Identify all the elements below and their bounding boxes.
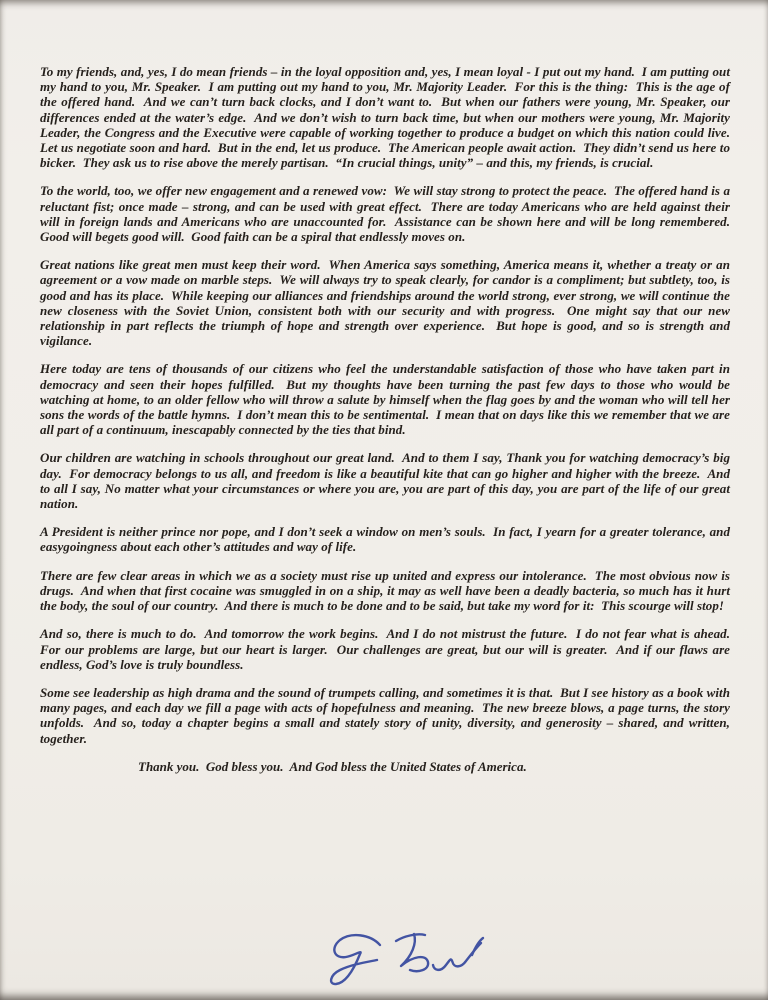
speech-paragraph: Great nations like great men must keep their word. When America says something, America means it, whether a treaty or an agreement or a vow made on marble steps. We will always try to speak clearly, for candor is a compliment; but subtlety, too, is good and has its place. While keeping our alliances and friendships around the world strong, ever strong, we will continue the new closeness with the Soviet Union, consistent both with our security and with progress. One might say that our new relationship in part reflects the triumph of hope and strength over experience. But hope is good, and so is strength and vigilance.: [40, 257, 734, 349]
speech-paragraph: Some see leadership as high drama and the sound of trumpets calling, and sometimes it is that. But I see history as a book with many pages, and each day we fill a page with acts of hopefulness and meaning. The new breeze blows, a page turns, the story unfolds. And so, today a chapter begins a small and stately story of unity, diversity, and generosity – shared, and written, together.: [40, 684, 734, 746]
speech-paragraph: Our children are watching in schools throughout our great land. And to them I say, Thank you for watching democracy’s big day. For democracy belongs to us all, and freedom is like a beautiful kite that can go higher and higher with the breeze. And to all I say, No matter what your circumstances or where you are, you are part of this day, you are part of the life of our great nation.: [40, 450, 734, 512]
speech-paragraph: A President is neither prince nor pope, and I don’t seek a window on men’s souls. In fact, I yearn for a greater tolerance, and easygoingness about each other’s attitudes and way of life.: [40, 524, 734, 555]
speech-paragraph: There are few clear areas in which we as a society must rise up united and express our intolerance. The most obvious now is drugs. And when that first cocaine was smuggled in on a ship, it may as well have been a deadly bacteria, so much has it hurt the body, the soul of our country. And there is much to be done and to be said, but take my word for it: This scourge will stop!: [40, 567, 734, 614]
speech-body: [40, 64, 737, 774]
closing-line: Thank you. God bless you. And God bless the United States of America.: [138, 758, 527, 774]
speech-paragraph: To the world, too, we offer new engagement and a renewed vow: We will stay strong to protect the peace. The offered hand is a reluctant fist; once made – strong, and can be used with great effect. There are today Americans who are held against their will in foreign lands and Americans who are unaccounted for. Assistance can be shown here and will be long remembered. Good will begets good will. Good faith can be a spiral that endlessly moves on.: [40, 183, 737, 245]
speech-paragraph: And so, there is much to do. And tomorrow the work begins. And I do not mistrust the future. I do not fear what is ahead. For our problems are large, but our heart is larger. Our challenges are great, but our will is greater. And if our flaws are endless, God’s love is truly boundless.: [40, 626, 737, 672]
signature-icon: [322, 928, 492, 992]
speech-paragraph: Here today are tens of thousands of our citizens who feel the understandable satisfaction of those who have taken part in democracy and seen their hopes fulfilled. But my thoughts have been turning the past few days to those who would be watching at home, to an older fellow who will throw a salute by himself when the flag goes by and the woman who will tell her sons the words of the battle hymns. I don’t mean this to be sentimental. I mean that on days like this we remember that we are all part of a continuum, inescapably connected by the ties that bind.: [40, 361, 734, 438]
speech-paragraph: To my friends, and, yes, I do mean friends – in the loyal opposition and, yes, I mean loyal - I put out my hand. I am putting out my hand to you, Mr. Speaker. I am putting out my hand to you, Mr. Majority Leader. For this is the thing: This is the age of the offered hand. And we can’t turn back clocks, and I don’t want to. But when our fathers were young, Mr. Speaker, our differences ended at the water’s edge. And we don’t wish to turn back time, but when our mothers were young, Mr. Majority Leader, the Congress and the Executive were capable of working together to produce a budget on which this nation could live. Let us negotiate soon and hard. But in the end, let us produce. The American people await action. They didn’t send us here to bicker. They ask us to rise above the merely partisan. “In crucial things, unity” – and this, my friends, is crucial.: [40, 64, 737, 171]
